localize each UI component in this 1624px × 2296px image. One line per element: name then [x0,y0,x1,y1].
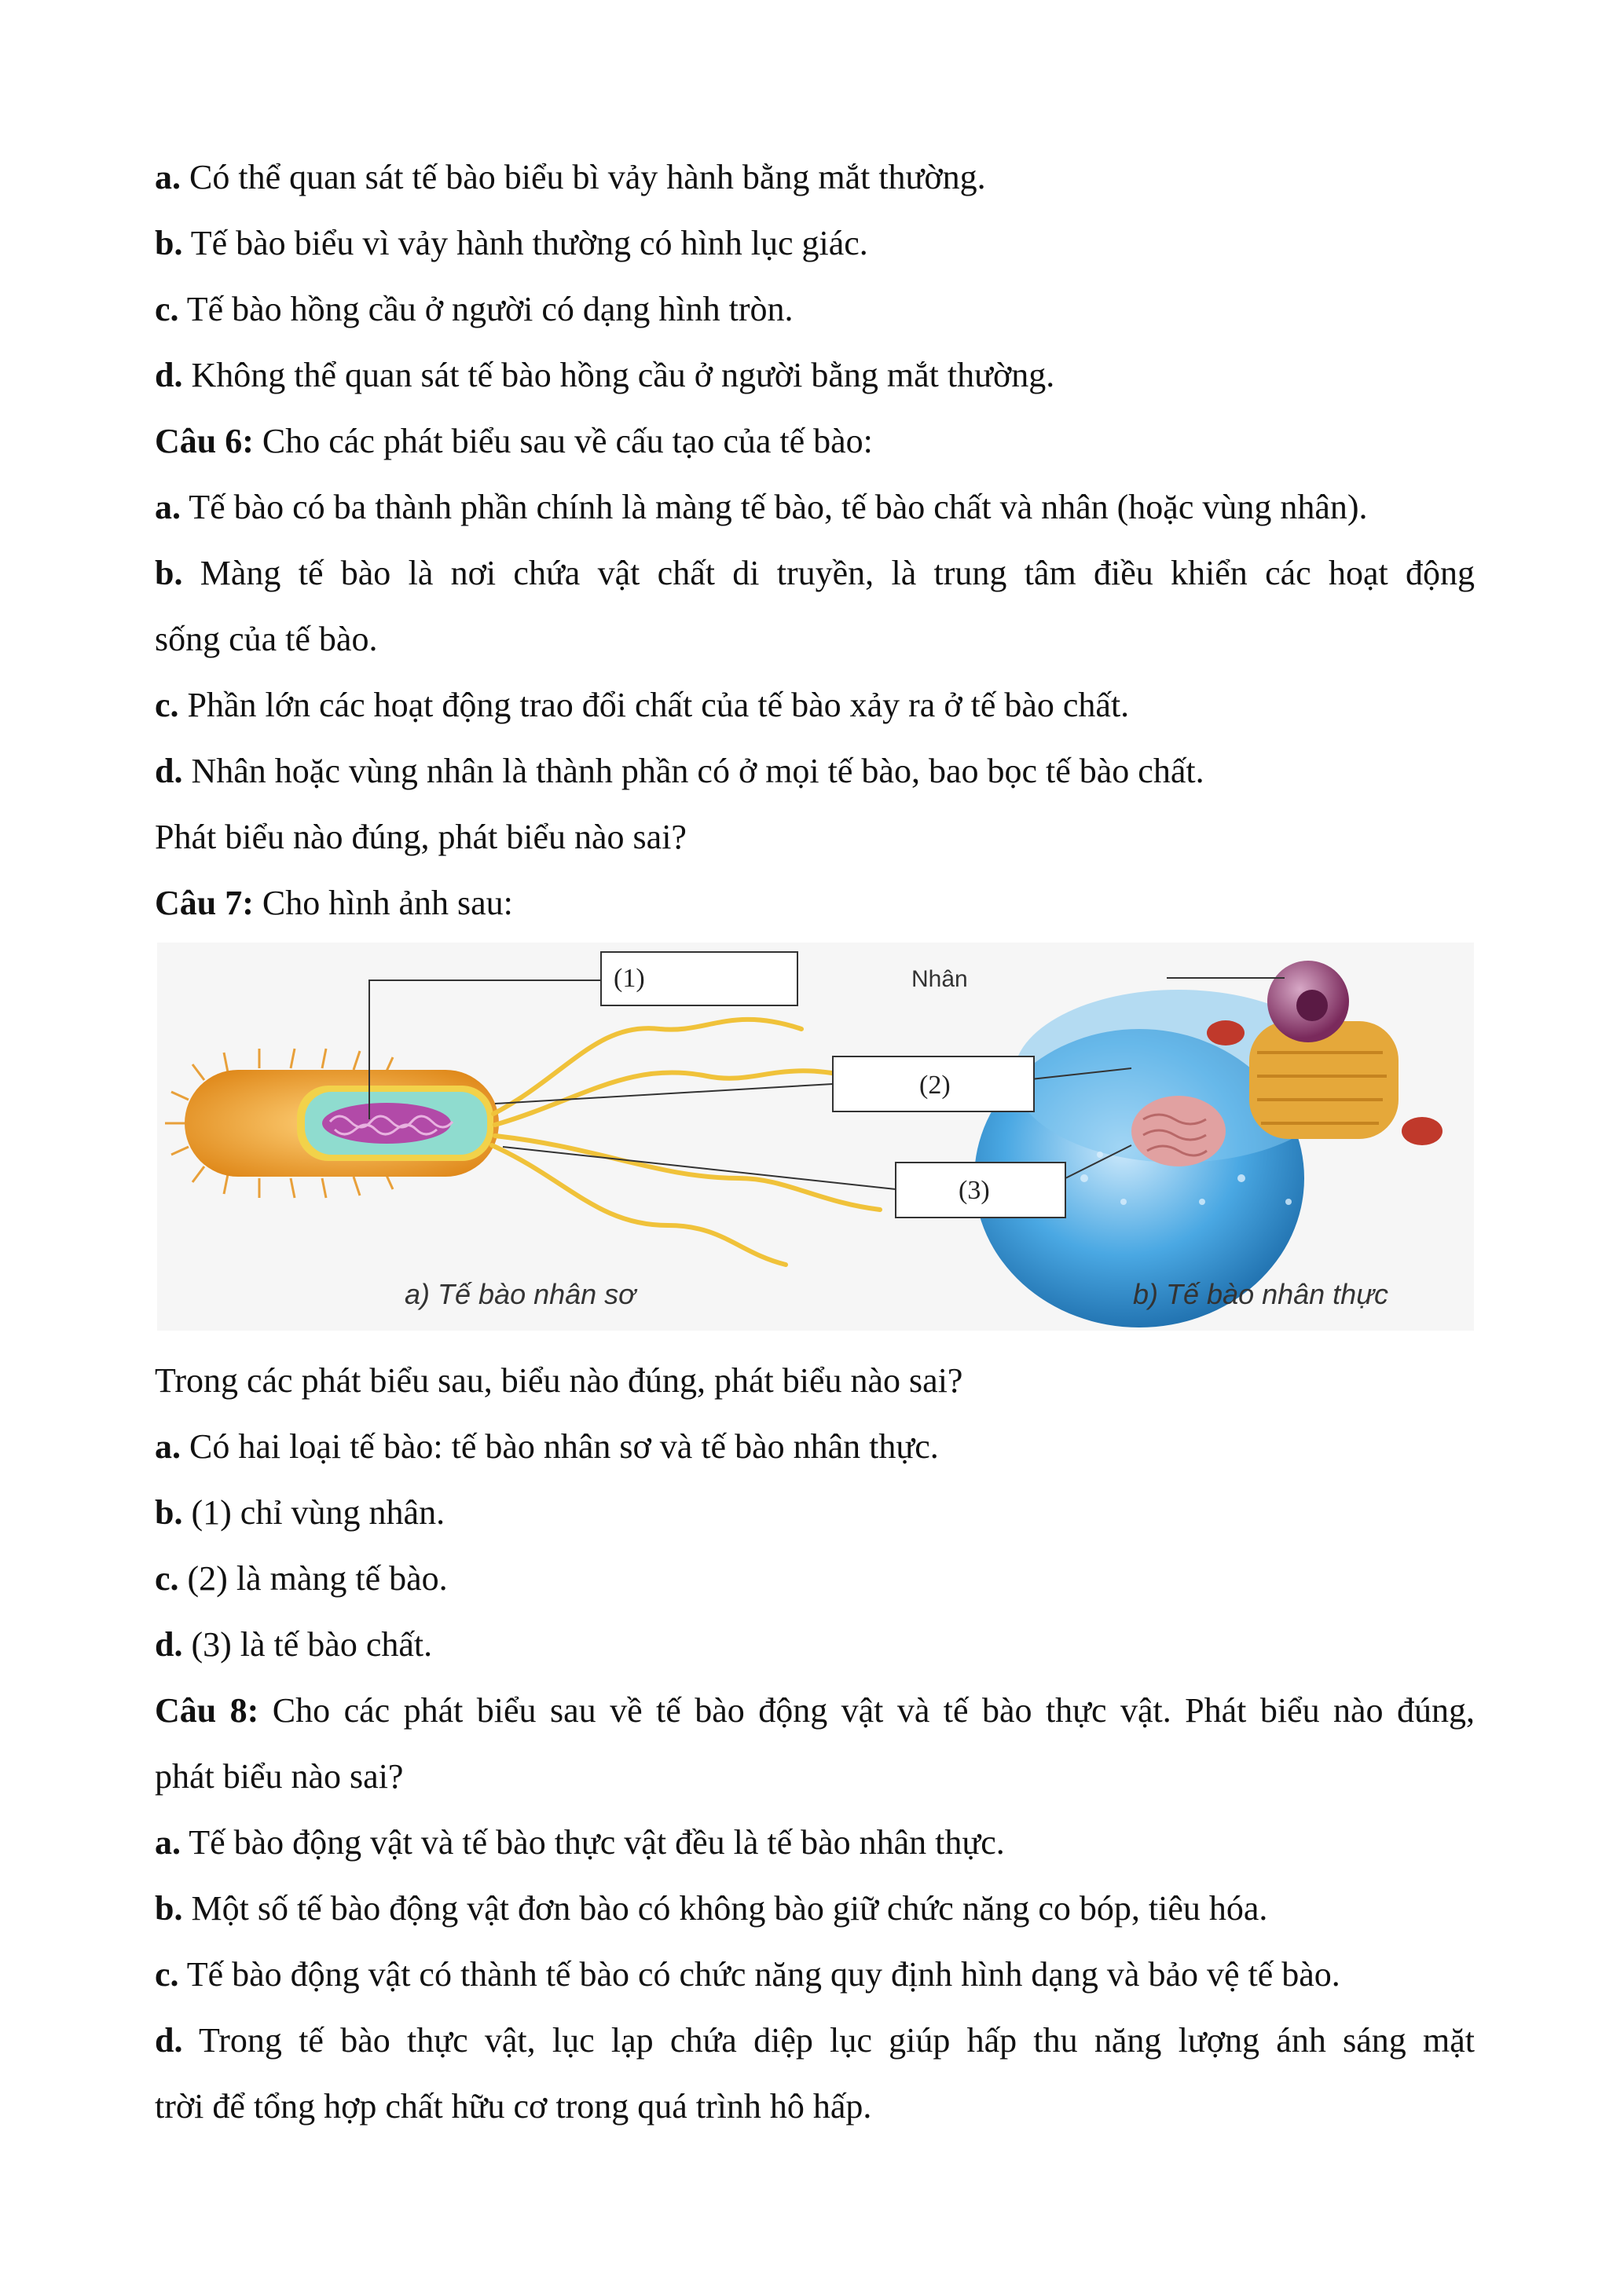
question-7-heading: Câu 7: Cho hình ảnh sau: [155,884,513,922]
q7-option-b: b. (1) chỉ vùng nhân. [155,1493,445,1532]
q6-option-b: b. Màng tế bào là nơi chứa vật chất di truyền, là trung tâm điều khiển các hoạt động [155,554,1475,592]
question-8-heading-cont: phát biểu nào sai? [155,1757,404,1796]
question-6-heading: Câu 6: Cho các phát biểu sau về cấu tạo của tế bào: [155,422,873,460]
q8-option-d-cont: trời để tổng hợp chất hữu cơ trong quá trình hô hấp. [155,2087,872,2126]
q8-option-c: c. Tế bào động vật có thành tế bào có chức năng quy định hình dạng và bảo vệ tế bào. [155,1955,1340,1994]
q7-option-d: d. (3) là tế bào chất. [155,1625,433,1664]
q5-option-c: c. Tế bào hồng cầu ở người có dạng hình tròn. [155,290,794,328]
q6-prompt: Phát biểu nào đúng, phát biểu nào sai? [155,818,687,856]
q8-option-a: a. Tế bào động vật và tế bào thực vật đều là tế bào nhân thực. [155,1823,1005,1862]
label-2: (2) [919,1071,951,1100]
q5-option-a: a. Có thể quan sát tế bào biểu bì vảy hành bằng mắt thường. [155,158,986,196]
label-nhan: Nhân [911,966,968,992]
q8-option-b: b. Một số tế bào động vật đơn bào có không bào giữ chức năng co bóp, tiêu hóa. [155,1889,1268,1928]
cell-diagram [157,943,1474,1331]
question-8-heading: Câu 8: Cho các phát biểu sau về tế bào động vật và tế bào thực vật. Phát biểu nào đúng, [155,1691,1475,1730]
q8-option-d: d. Trong tế bào thực vật, lục lạp chứa diệp lục giúp hấp thu năng lượng ánh sáng mặt [155,2021,1475,2060]
cell-diagram-figure [157,943,1474,1331]
label-1: (1) [614,964,645,993]
label-3: (3) [959,1176,990,1205]
prokaryotic-cell-illustration [165,1020,880,1265]
caption-prokaryote: a) Tế bào nhân sơ [405,1278,636,1310]
eukaryotic-cell-illustration [974,961,1443,1327]
q7-option-a: a. Có hai loại tế bào: tế bào nhân sơ và tế bào nhân thực. [155,1427,939,1466]
q6-option-d: d. Nhân hoặc vùng nhân là thành phần có ở mọi tế bào, bao bọc tế bào chất. [155,752,1204,790]
q7-option-c: c. (2) là màng tế bào. [155,1559,448,1598]
q6-option-c: c. Phần lớn các hoạt động trao đổi chất của tế bào xảy ra ở tế bào chất. [155,686,1130,724]
q6-option-a: a. Tế bào có ba thành phần chính là màng tế bào, tế bào chất và nhân (hoặc vùng nhân). [155,488,1368,526]
q7-prompt: Trong các phát biểu sau, biểu nào đúng, phát biểu nào sai? [155,1361,963,1400]
q5-option-d: d. Không thể quan sát tế bào hồng cầu ở người bằng mắt thường. [155,356,1055,394]
q6-option-b-cont: sống của tế bào. [155,620,378,658]
caption-eukaryote: b) Tế bào nhân thực [1133,1278,1389,1310]
q5-option-b: b. Tế bào biểu vì vảy hành thường có hình lục giác. [155,224,868,262]
